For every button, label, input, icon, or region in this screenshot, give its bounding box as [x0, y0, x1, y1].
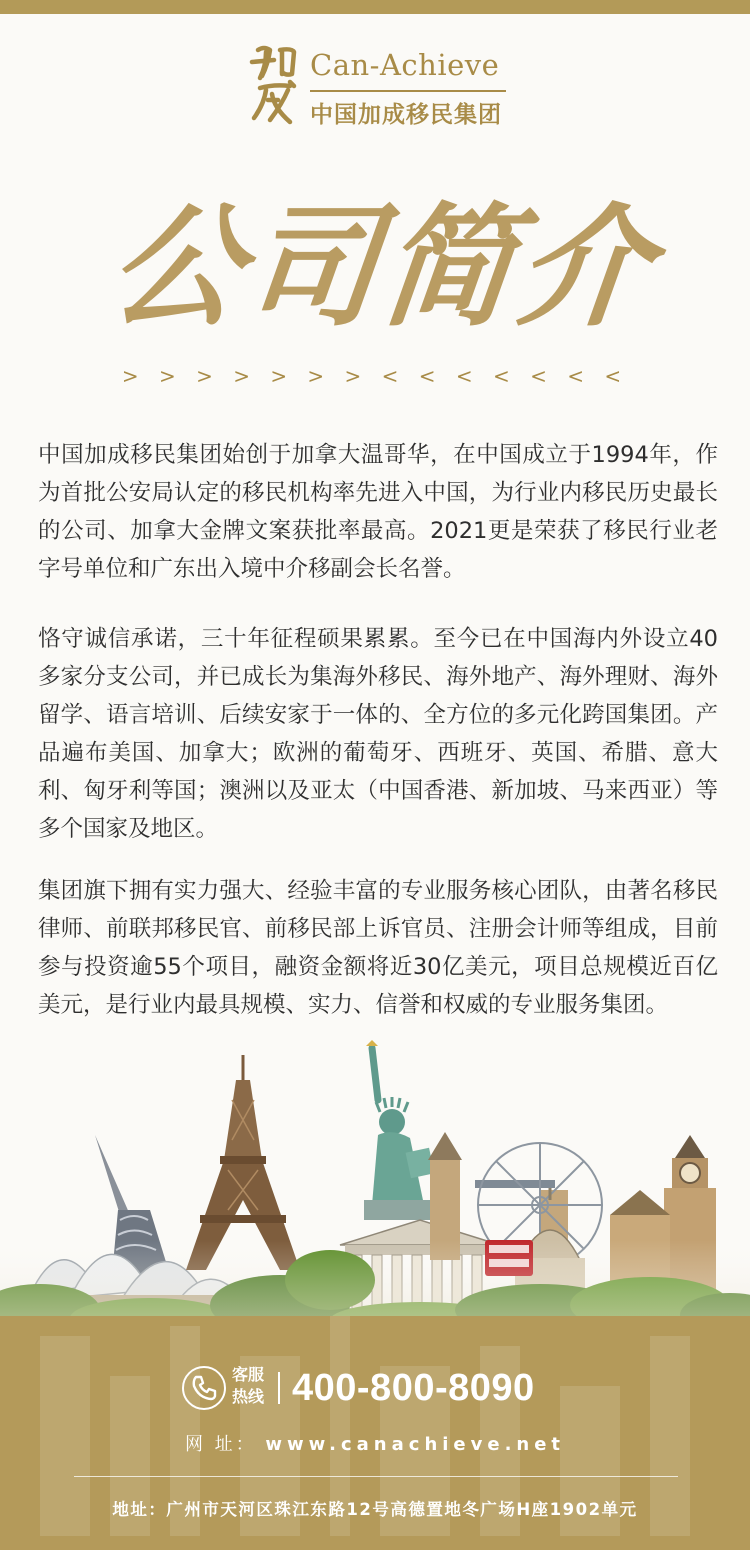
- footer-divider: [74, 1476, 678, 1477]
- brand-name-en: Can-Achieve: [310, 48, 500, 82]
- brand-logo: [244, 38, 514, 128]
- title-chevron-decoration: > > > > > > > < < < < < < <: [121, 364, 629, 388]
- website-line: [0, 1430, 750, 1456]
- brand-name-cn: 中国加成移民集团: [310, 101, 502, 128]
- world-landmarks-illustration: [0, 1040, 750, 1330]
- hotline-label: 客服热线: [232, 1365, 265, 1406]
- brand-underline: [310, 90, 506, 92]
- footer-panel: [0, 1316, 750, 1550]
- website-link[interactable]: www.canachieve.net: [265, 1434, 566, 1455]
- hotline-separator: [278, 1372, 280, 1404]
- brand-logo-mark-icon: [244, 38, 306, 128]
- intro-paragraph-3: 集团旗下拥有实力强大、经验丰富的专业服务核心团队，由著名移民律师、前联邦移民官、前移民部上诉官员、注册会计师等组成，目前参与投资逾55个项目，融资金额将近30亿美元，项目总规模近百亿美元，是行业内最具规模、实力、信誉和权威的专业服务集团。: [38, 878, 718, 1018]
- hotline: [182, 1362, 582, 1414]
- intro-paragraph-2: 恪守诚信承诺，三十年征程硕果累累。至今已在中国海内外设立40多家分支公司，并已成长为集海外移民、海外地产、海外理财、海外留学、语言培训、后续安家于一体的、全方位的多元化跨国集团。产品遍布美国、加拿大；欧洲的葡萄牙、西班牙、英国、希腊、意大利、匈牙利等国；澳洲以及亚太（中国香港、新加坡、马来西亚）等多个国家及地区。: [38, 626, 718, 842]
- hotline-number-link[interactable]: 400-800-8090: [292, 1367, 535, 1409]
- page-title-text: 公司简介: [101, 190, 663, 345]
- top-gold-bar: [0, 0, 750, 14]
- page-title: [101, 168, 663, 368]
- phone-icon[interactable]: [182, 1366, 226, 1410]
- eiffel-tower-icon: [186, 1055, 300, 1270]
- website-label: 网 址：: [184, 1434, 257, 1455]
- statue-of-liberty-icon: [364, 1040, 434, 1220]
- intro-paragraph-1: 中国加成移民集团始创于加拿大温哥华，在中国成立于1994年，作为首批公安局认定的移民机构率先进入中国，为行业内移民历史最长的公司、加拿大金牌文案获批率最高。2021更是荣获了移民行业老字号单位和广东出入境中介移副会长名誉。: [38, 442, 718, 582]
- company-address: 地址：广州市天河区珠江东路12号高德置地冬广场H座1902单元: [112, 1500, 638, 1519]
